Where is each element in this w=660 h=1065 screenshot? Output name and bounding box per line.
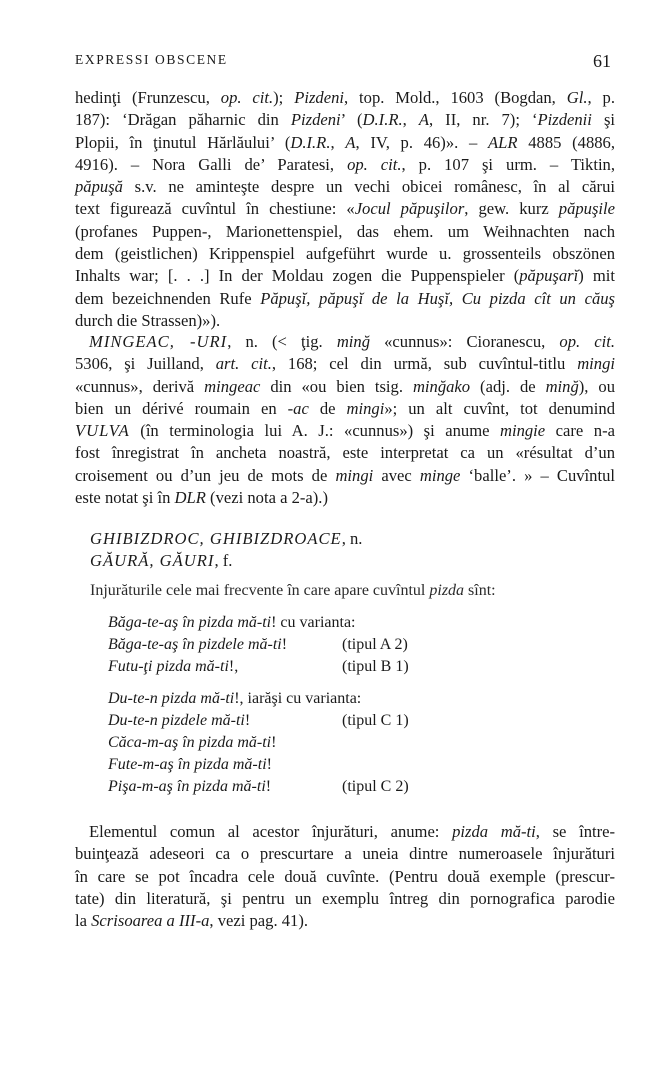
italic-term: păpuşă: [75, 177, 123, 197]
italic-term: minge: [419, 465, 461, 485]
text-line: hedinţi (Frunzescu, op. cit.); Pizdeni, top. Mold., 1603 (Bogdan, Gl., p.: [75, 88, 615, 107]
text-line: în care se pot încadra cele două cuvînte. (Pentru două exemple (prescur-: [75, 866, 615, 886]
text-line: păpuşă s.v. ne aminteşte despre un vechi obicei românesc, în al cărui: [75, 177, 615, 197]
example-phrase: Futu-ţi pizda mă-ti: [108, 658, 229, 675]
text-line: text figurează cuvîntul în chestiune: «Jocul păpuşilor, gew. kurz păpuşile: [75, 199, 616, 219]
examples-group-1: [108, 612, 409, 678]
italic-term: A: [418, 110, 429, 130]
example-row: [108, 688, 361, 710]
example-phrase: Băga-te-aş în pizdele mă-ti: [108, 636, 282, 653]
italic-term: DLR: [174, 488, 206, 508]
text-line: Elementul comun al acestor înjurături, anume: pizda mă-ti, se între-: [89, 822, 616, 841]
text-line: croisement ou d’un jeu de mots de mingi avec minge ‘balle’. » – Cuvîntul: [75, 465, 615, 485]
example-suffix: !: [281, 636, 288, 653]
intro-sentence: Injurăturile cele mai frecvente în care apare cuvîntul pizda sînt:: [90, 582, 496, 599]
italic-term: op. cit.: [347, 154, 402, 174]
text-line: 4916). – Nora Galli de’ Paratesi, op. cit., p. 107 şi urm. – Tiktin,: [75, 154, 615, 174]
text-line: Inhalts war; [. . .] In der Moldau zogen die Puppenspieler (păpuşarĭ) mit: [75, 266, 615, 286]
italic-term: Scrisoarea a III-a: [91, 911, 210, 931]
example-row: [108, 732, 361, 754]
text-line: dem bezeichnenden Rufe Păpuşĭ, păpuşĭ de la Huşĭ, Cu pizda cît un căuş: [75, 288, 615, 308]
italic-term: mingi: [577, 354, 615, 374]
italic-term: Pizdeni: [290, 110, 341, 130]
examples-group-2: [108, 688, 409, 798]
italic-term: minğako: [412, 376, 471, 396]
example-phrase: Fute-m-aş în pizda mă-ti: [108, 756, 267, 773]
example-type-label: (tipul C 2): [342, 778, 409, 795]
text-line: fost înregistrat în ancheta noastră, este interpretat ca un «résultat d’un: [75, 443, 615, 463]
example-phrase: Băga-te-aş în pizda mă-ti: [108, 614, 272, 631]
italic-term: mingeac: [204, 376, 261, 396]
text-line: dem (geistlichen) Krippenspiel aufgeführt wurde u. grossenteils obszönen: [75, 244, 615, 264]
paragraph-elementul-comun: [75, 821, 615, 932]
text-line: la Scrisoarea a III-a, vezi pag. 41).: [75, 911, 309, 931]
text-line: (profanes Puppen-, Marionettenspiel, das ehem. um Weihnachten nach: [75, 221, 615, 241]
text-line: VULVA (în terminologia lui A. J.: «cunnus») şi anume mingie care n-a: [75, 421, 615, 441]
text-line: tate) din literatură, şi pentru un exemplu întreg din pornografica parodie: [75, 888, 615, 908]
italic-term: op. cit.: [220, 88, 274, 107]
italic-term: D.I.R.: [290, 132, 331, 152]
paragraph-continued: [75, 87, 615, 332]
example-row: [108, 754, 361, 776]
example-row: [108, 710, 409, 732]
example-suffix: !,: [228, 658, 239, 675]
headword-gaura: GĂURĂ, GĂURI, f.: [90, 551, 233, 570]
running-head: EXPRESSI OBSCENE: [75, 52, 228, 67]
text-line: 187): ‘Drăgan păharnic din Pizdeni’ (D.I.R., A, II, nr. 7); ‘Pizdenii şi: [75, 110, 616, 130]
text-line: «cunnus», derivă mingeac din «ou bien tsig. minğako (adj. de minğ), ou: [75, 376, 615, 396]
text-line: MINGEAC, -URI, n. (< ţig. minğ «cunnus»: Cioranescu, op. cit.: [89, 332, 615, 351]
example-row: [108, 612, 356, 634]
italic-term: Jocul păpuşilor: [354, 199, 465, 219]
italic-term: pizda mă-ti: [452, 822, 536, 841]
italic-term: Gl.: [566, 88, 588, 107]
example-row: [108, 634, 408, 656]
italic-term: D.I.R.: [362, 110, 403, 130]
italic-term: minğ: [336, 332, 371, 351]
example-suffix: !: [271, 734, 277, 751]
italic-term: mingie: [499, 421, 546, 441]
example-phrase: Căca-m-aş în pizda mă-ti: [108, 734, 272, 751]
italic-term: Pizdeni: [294, 88, 344, 107]
entry-headwords: [90, 528, 362, 572]
italic-term: păpuşile: [558, 199, 616, 219]
italic-term: Păpuşĭ, păpuşĭ de la Huşĭ, Cu pizda cît un căuş: [260, 288, 615, 308]
italic-term: minğ: [545, 376, 579, 396]
headword: VULVA: [75, 421, 130, 441]
example-row: [108, 776, 409, 798]
page-header: [75, 52, 615, 74]
italic-term: Pizdenii: [537, 110, 592, 130]
italic-term: păpuşarĭ: [519, 266, 579, 286]
example-type-label: (tipul B 1): [342, 658, 409, 675]
text-line: bien un dérivé roumain en -ac de mingi»; un alt cuvînt, tot denumind: [75, 398, 615, 418]
page-number: 61: [593, 51, 611, 71]
example-suffix: !: [244, 712, 251, 729]
text-line: 5306, şi Juilland, art. cit., 168; cel din urmă, sub cuvîntul-titlu mingi: [75, 354, 615, 374]
italic-term: A: [345, 132, 356, 152]
italic-term: mingi: [335, 465, 374, 485]
italic-term: -ac: [287, 398, 309, 418]
example-type-label: (tipul A 2): [342, 636, 408, 653]
italic-term: mingi: [346, 398, 385, 418]
example-phrase: Pişa-m-aş în pizda mă-ti: [108, 778, 266, 795]
headword-ghibizdroc: GHIBIZDROC, GHIBIZDROACE, n.: [90, 529, 363, 548]
example-suffix: !, iarăşi cu varianta:: [234, 690, 362, 707]
example-phrase: Du-te-n pizda mă-ti: [108, 690, 235, 707]
paragraph-mingeac: [75, 331, 615, 509]
italic-term: ALR: [488, 132, 518, 152]
example-suffix: !: [266, 756, 272, 773]
italic-term: art. cit.: [215, 354, 272, 374]
example-suffix: !: [265, 778, 272, 795]
text-line: este notat şi în DLR (vezi nota a 2-a).): [75, 488, 328, 508]
italic-term: op. cit.: [559, 332, 615, 351]
example-suffix: ! cu varianta:: [271, 614, 356, 631]
text-line: buinţează adeseori ca o prescurtare a uneia dintre numeroasele înjurături: [75, 844, 615, 864]
text-line: Plopii, în ţinutul Hărlăului’ (D.I.R., A, IV, p. 46)». – ALR 4885 (4886,: [75, 132, 615, 152]
example-type-label: (tipul C 1): [342, 712, 409, 729]
example-phrase: Du-te-n pizdele mă-ti: [108, 712, 245, 729]
headword: MINGEAC, -URI: [89, 332, 228, 351]
text-line: durch die Strassen)»).: [75, 310, 221, 330]
example-row: [108, 656, 409, 678]
